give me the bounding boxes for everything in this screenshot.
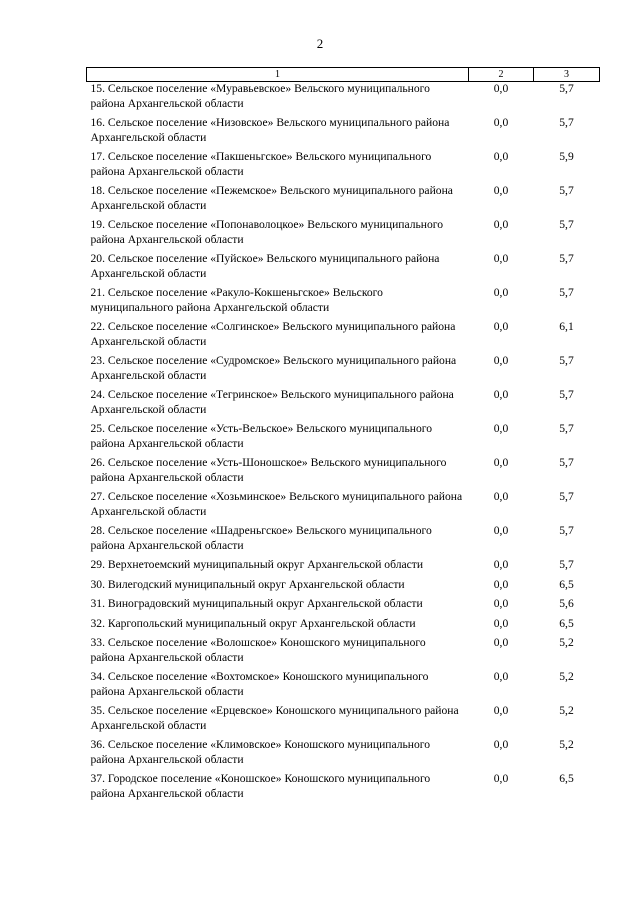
- row-value-col3: 6,5: [559, 772, 574, 785]
- table-row: [87, 286, 600, 320]
- row-value-col3: 5,7: [559, 456, 574, 469]
- row-value-col2: 0,0: [493, 490, 509, 503]
- column-header-3: 3: [534, 68, 600, 82]
- table-row: [87, 422, 600, 456]
- row-name: 33. Сельское поселение «Волошское» Коношского муниципального района Архангельской области: [90, 636, 426, 664]
- row-value-col3: 5,2: [559, 670, 574, 683]
- table-row: [87, 578, 600, 598]
- table-row: [87, 320, 600, 354]
- row-value-col2: 0,0: [493, 82, 509, 95]
- row-value-col3: 5,2: [559, 704, 574, 717]
- row-value-col3: 5,7: [559, 252, 574, 265]
- row-value-col3: 5,7: [559, 184, 574, 197]
- row-name: 24. Сельское поселение «Тегринское» Вельского муниципального района Архангельской области: [90, 388, 454, 416]
- row-value-col2: 0,0: [493, 354, 509, 367]
- table-row: [87, 490, 600, 524]
- table-row: [87, 704, 600, 738]
- row-name: 15. Сельское поселение «Муравьевское» Вельского муниципального района Архангельской области: [90, 82, 430, 110]
- row-name: 20. Сельское поселение «Пуйское» Вельского муниципального района Архангельской области: [90, 252, 440, 280]
- row-name: 31. Виноградовский муниципальный округ Архангельской области: [90, 597, 423, 610]
- row-value-col3: 5,7: [559, 82, 574, 95]
- row-name: 21. Сельское поселение «Ракуло-Кокшеньгское» Вельского муниципального района Архангельской области: [90, 286, 383, 314]
- row-value-col2: 0,0: [493, 577, 509, 591]
- row-value-col3: 5,7: [559, 286, 574, 299]
- row-value-col3: 6,5: [559, 616, 574, 630]
- row-name: 32. Каргопольский муниципальный округ Архангельской области: [90, 616, 416, 630]
- row-name: 16. Сельское поселение «Низовское» Вельского муниципального района Архангельской области: [90, 116, 450, 144]
- row-value-col3: 5,7: [559, 558, 574, 571]
- table-row: [87, 116, 600, 150]
- table-row: [87, 456, 600, 490]
- row-name: 29. Верхнетоемский муниципальный округ Архангельской области: [90, 558, 424, 571]
- row-name: 28. Сельское поселение «Шадреньгское» Вельского муниципального района Архангельской области: [90, 524, 432, 552]
- row-name: 22. Сельское поселение «Солгинское» Вельского муниципального района Архангельской области: [90, 320, 456, 348]
- row-value-col2: 0,0: [493, 286, 509, 299]
- row-value-col3: 5,7: [559, 524, 574, 537]
- row-value-col3: 5,7: [559, 422, 574, 435]
- row-name: 27. Сельское поселение «Хозьминское» Вельского муниципального района Архангельской области: [90, 490, 463, 518]
- table-row: [87, 738, 600, 772]
- row-value-col2: 0,0: [493, 184, 509, 197]
- row-value-col3: 5,2: [559, 738, 574, 751]
- table-body: [87, 82, 600, 807]
- row-value-col2: 0,0: [493, 320, 509, 333]
- row-value-col2: 0,0: [493, 704, 509, 717]
- row-value-col2: 0,0: [493, 388, 509, 401]
- table-header-row: [87, 68, 600, 82]
- table-row: [87, 252, 600, 286]
- row-name: 19. Сельское поселение «Попонаволоцкое» Вельского муниципального района Архангельской области: [90, 218, 444, 246]
- row-name: 17. Сельское поселение «Пакшеньгское» Вельского муниципального района Архангельской области: [90, 150, 432, 178]
- row-value-col3: 5,7: [559, 116, 574, 129]
- page-number: 2: [316, 36, 324, 51]
- row-value-col2: 0,0: [493, 252, 509, 265]
- table-row: [87, 82, 600, 117]
- table-row: [87, 636, 600, 670]
- row-value-col2: 0,0: [493, 116, 509, 129]
- row-value-col2: 0,0: [493, 558, 509, 571]
- row-name: 25. Сельское поселение «Усть-Вельское» Вельского муниципального района Архангельской области: [90, 422, 432, 450]
- row-value-col3: 5,7: [559, 218, 574, 231]
- table-row: [87, 150, 600, 184]
- row-name: 36. Сельское поселение «Климовское» Коношского муниципального района Архангельской области: [90, 738, 431, 766]
- table-row: [87, 524, 600, 558]
- table-row: [87, 354, 600, 388]
- row-value-col3: 5,7: [559, 388, 574, 401]
- row-value-col2: 0,0: [493, 616, 509, 630]
- table-row: [87, 617, 600, 637]
- table-row: [87, 218, 600, 252]
- row-value-col2: 0,0: [493, 218, 509, 231]
- row-value-col2: 0,0: [493, 670, 509, 683]
- row-name: 37. Городское поселение «Коношское» Коношского муниципального района Архангельской области: [90, 772, 431, 800]
- table-row: [87, 670, 600, 704]
- row-name: 18. Сельское поселение «Пежемское» Вельского муниципального района Архангельской области: [90, 184, 453, 212]
- row-value-col3: 5,2: [559, 636, 574, 649]
- column-header-2: 2: [469, 68, 534, 82]
- table-row: [87, 388, 600, 422]
- row-value-col3: 5,6: [559, 597, 574, 610]
- column-header-1: 1: [87, 68, 469, 82]
- row-name: 30. Вилегодский муниципальный округ Архангельской области: [90, 577, 405, 591]
- table-row: [87, 184, 600, 218]
- row-value-col3: 6,5: [559, 577, 574, 591]
- row-value-col2: 0,0: [493, 422, 509, 435]
- row-value-col2: 0,0: [493, 738, 509, 751]
- row-name: 23. Сельское поселение «Судромское» Вельского муниципального района Архангельской области: [90, 354, 457, 382]
- row-value-col3: 5,9: [559, 150, 574, 163]
- row-value-col2: 0,0: [493, 150, 509, 163]
- row-value-col2: 0,0: [493, 456, 509, 469]
- row-value-col2: 0,0: [493, 524, 509, 537]
- row-value-col3: 5,7: [559, 490, 574, 503]
- row-value-col3: 5,7: [559, 354, 574, 367]
- row-name: 34. Сельское поселение «Вохтомское» Коношского муниципального района Архангельской области: [90, 670, 429, 698]
- table-row: [87, 772, 600, 806]
- row-value-col2: 0,0: [493, 772, 509, 785]
- row-name: 26. Сельское поселение «Усть-Шоношское» Вельского муниципального района Архангельской области: [90, 456, 447, 484]
- table-row: [87, 558, 600, 578]
- row-value-col2: 0,0: [493, 636, 509, 649]
- data-table: [86, 67, 600, 806]
- table-row: [87, 597, 600, 617]
- row-name: 35. Сельское поселение «Ерцевское» Коношского муниципального района Архангельской области: [90, 704, 459, 732]
- row-value-col2: 0,0: [493, 597, 509, 610]
- row-value-col3: 6,1: [559, 320, 574, 333]
